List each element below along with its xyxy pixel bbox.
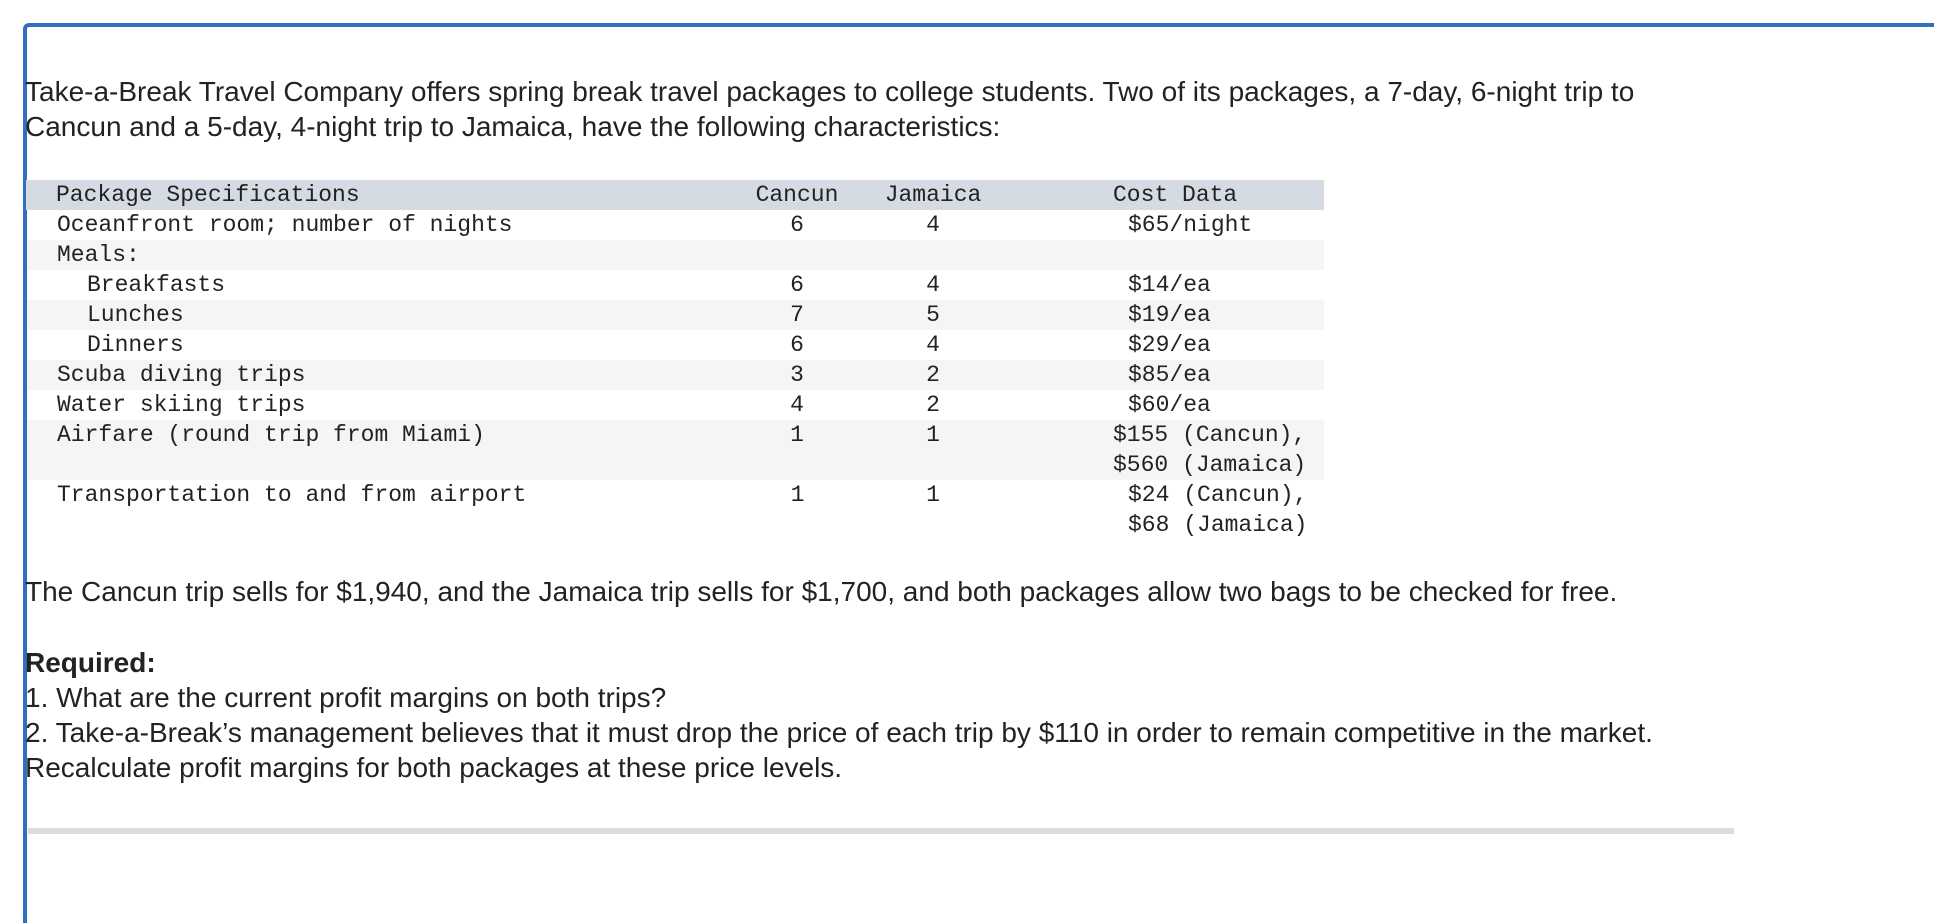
table-row xyxy=(26,420,1324,480)
row-jamaica: 2 xyxy=(926,392,940,418)
row-cancun: 1 xyxy=(790,482,805,508)
table-row xyxy=(26,270,1324,300)
row-cancun: 6 xyxy=(790,332,804,358)
row-cost: $60/ea xyxy=(1128,392,1211,418)
table-header-row xyxy=(26,180,1324,210)
row-cancun: 1 xyxy=(790,422,804,448)
header-cost: Cost Data xyxy=(1113,182,1238,208)
table-row xyxy=(26,390,1324,420)
package-spec-table xyxy=(25,180,1325,540)
row-cost: $65/night xyxy=(1128,212,1253,238)
row-spec: Transportation to and from airport xyxy=(26,480,737,540)
row-jamaica: 4 xyxy=(926,332,940,358)
row-cost: $19/ea xyxy=(1128,302,1211,328)
row-cost xyxy=(1008,240,1324,270)
row-spec: Breakfasts xyxy=(26,270,737,300)
bottom-divider xyxy=(28,828,1734,834)
row-cancun: 7 xyxy=(790,302,804,328)
row-spec: Lunches xyxy=(26,300,737,330)
row-cost: $14/ea xyxy=(1128,272,1211,298)
row-jamaica: 5 xyxy=(926,302,940,328)
required-item-1: 1. What are the current profit margins on both trips? xyxy=(25,682,667,713)
sales-note: The Cancun trip sells for $1,940, and the Jamaica trip sells for $1,700, and both packages allow two bags to be checked for free. xyxy=(25,576,1618,607)
row-cost-line-2: $68 (Jamaica) xyxy=(1128,512,1308,538)
row-jamaica xyxy=(858,240,1008,270)
table-row xyxy=(26,360,1324,390)
row-spec: Airfare (round trip from Miami) xyxy=(26,420,737,480)
table-row xyxy=(26,210,1324,240)
row-cancun xyxy=(737,240,858,270)
row-cancun: 6 xyxy=(790,272,804,298)
table-row xyxy=(26,330,1324,360)
header-spec: Package Specifications xyxy=(56,182,360,208)
row-jamaica: 4 xyxy=(926,212,940,238)
row-cost: $85/ea xyxy=(1128,362,1211,388)
required-item-2-line-2: Recalculate profit margins for both packages at these price levels. xyxy=(25,752,843,783)
intro-line-1: Take-a-Break Travel Company offers spring break travel packages to college students. Two of its packages, a 7-day, 6-night trip to xyxy=(25,76,1635,107)
row-cost-line-2: $560 (Jamaica) xyxy=(1113,452,1307,478)
row-jamaica: 1 xyxy=(926,422,940,448)
row-spec: Oceanfront room; number of nights xyxy=(26,210,737,240)
row-spec: Scuba diving trips xyxy=(26,360,737,390)
row-cost: $29/ea xyxy=(1128,332,1211,358)
row-cancun: 6 xyxy=(790,212,804,238)
row-cost xyxy=(1008,480,1324,540)
intro-line-2: Cancun and a 5-day, 4-night trip to Jamaica, have the following characteristics: xyxy=(25,111,1001,142)
row-cancun: 4 xyxy=(790,392,804,418)
table-row xyxy=(26,480,1324,540)
row-spec: Water skiing trips xyxy=(26,390,737,420)
header-jamaica: Jamaica xyxy=(884,182,982,208)
row-jamaica: 2 xyxy=(926,362,940,388)
table-row xyxy=(26,240,1324,270)
table-row xyxy=(26,300,1324,330)
row-cost-line-1: $155 (Cancun), xyxy=(1113,422,1307,448)
row-cost xyxy=(1008,420,1324,480)
required-heading: Required: xyxy=(25,647,156,678)
row-cost-line-1: $24 (Cancun), xyxy=(1128,482,1308,508)
row-spec: Dinners xyxy=(26,330,737,360)
header-cancun: Cancun xyxy=(755,182,839,208)
row-cancun: 3 xyxy=(790,362,804,388)
row-jamaica: 1 xyxy=(926,482,940,508)
row-jamaica: 4 xyxy=(926,272,940,298)
required-item-2-line-1: 2. Take-a-Break’s management believes that it must drop the price of each trip by $110 in order to remain competitive in the market. xyxy=(25,717,1653,748)
row-spec: Meals: xyxy=(26,240,737,270)
